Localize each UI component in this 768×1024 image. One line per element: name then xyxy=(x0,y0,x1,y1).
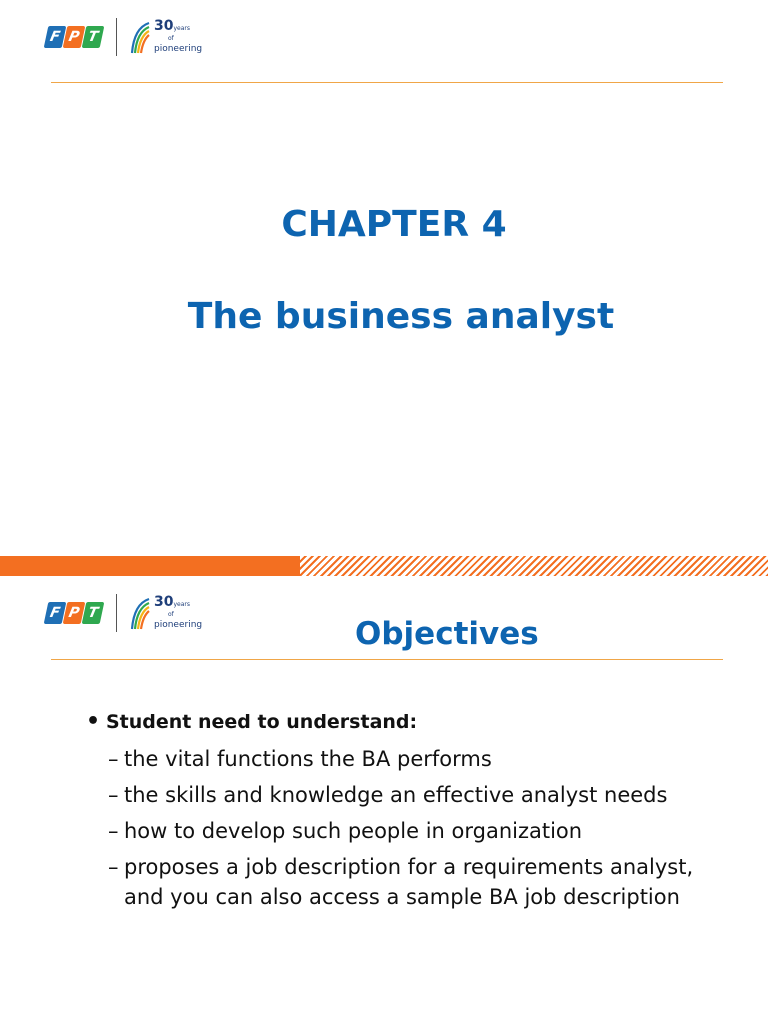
sub-item-text: the skills and knowledge an effective analyst needs xyxy=(124,783,668,807)
fpt-wordmark xyxy=(46,26,102,48)
fpt-letter-t: T xyxy=(82,26,105,48)
header-rule xyxy=(51,659,723,660)
fpt-letter-p: P xyxy=(63,602,86,624)
chapter-subtitle: The business analyst xyxy=(187,296,615,337)
years-number: 30 xyxy=(154,17,174,34)
objectives-title: Objectives xyxy=(355,616,539,652)
chapter-title: CHAPTER 4 xyxy=(281,204,507,245)
anniversary-text xyxy=(154,17,203,54)
dash-marker: – xyxy=(108,819,119,843)
anniversary-text xyxy=(154,593,203,630)
sub-item-text: proposes a job description for a requirements analyst, and you can also access a sample BA job description xyxy=(124,855,694,909)
bullet-dot: • xyxy=(86,709,101,734)
fpt-logo xyxy=(46,18,202,56)
dash-marker: – xyxy=(108,747,119,771)
separator-stripes xyxy=(300,556,768,576)
sub-item xyxy=(86,744,706,774)
pioneering-word: pioneering xyxy=(154,43,203,54)
header-rule xyxy=(51,82,723,83)
years-word: years xyxy=(173,600,190,608)
main-bullet-text: Student need to understand: xyxy=(106,711,418,733)
sub-item xyxy=(86,780,706,810)
sub-item xyxy=(86,852,706,912)
dash-marker: – xyxy=(108,855,119,879)
dash-marker: – xyxy=(108,783,119,807)
fpt-letter-p: P xyxy=(63,26,86,48)
rainbow-arc-icon xyxy=(129,596,151,630)
slide-separator xyxy=(0,556,768,576)
anniversary-badge xyxy=(129,593,203,630)
pioneering-word: pioneering xyxy=(154,619,203,630)
logo-divider xyxy=(116,18,117,56)
of-word: of xyxy=(168,34,174,42)
fpt-letter-f: F xyxy=(44,602,67,624)
fpt-logo xyxy=(46,594,202,632)
rainbow-arc-icon xyxy=(129,20,151,54)
fpt-letter-f: F xyxy=(44,26,67,48)
sub-item-text: the vital functions the BA performs xyxy=(124,747,492,771)
fpt-wordmark xyxy=(46,602,102,624)
main-bullet xyxy=(86,706,706,738)
logo-divider xyxy=(116,594,117,632)
years-word: years xyxy=(173,24,190,32)
objectives-list xyxy=(86,706,706,912)
fpt-letter-t: T xyxy=(82,602,105,624)
of-word: of xyxy=(168,610,174,618)
slide-objectives xyxy=(0,576,768,1024)
years-number: 30 xyxy=(154,593,174,610)
anniversary-badge xyxy=(129,17,203,54)
sub-item-text: how to develop such people in organization xyxy=(124,819,583,843)
sub-item xyxy=(86,816,706,846)
